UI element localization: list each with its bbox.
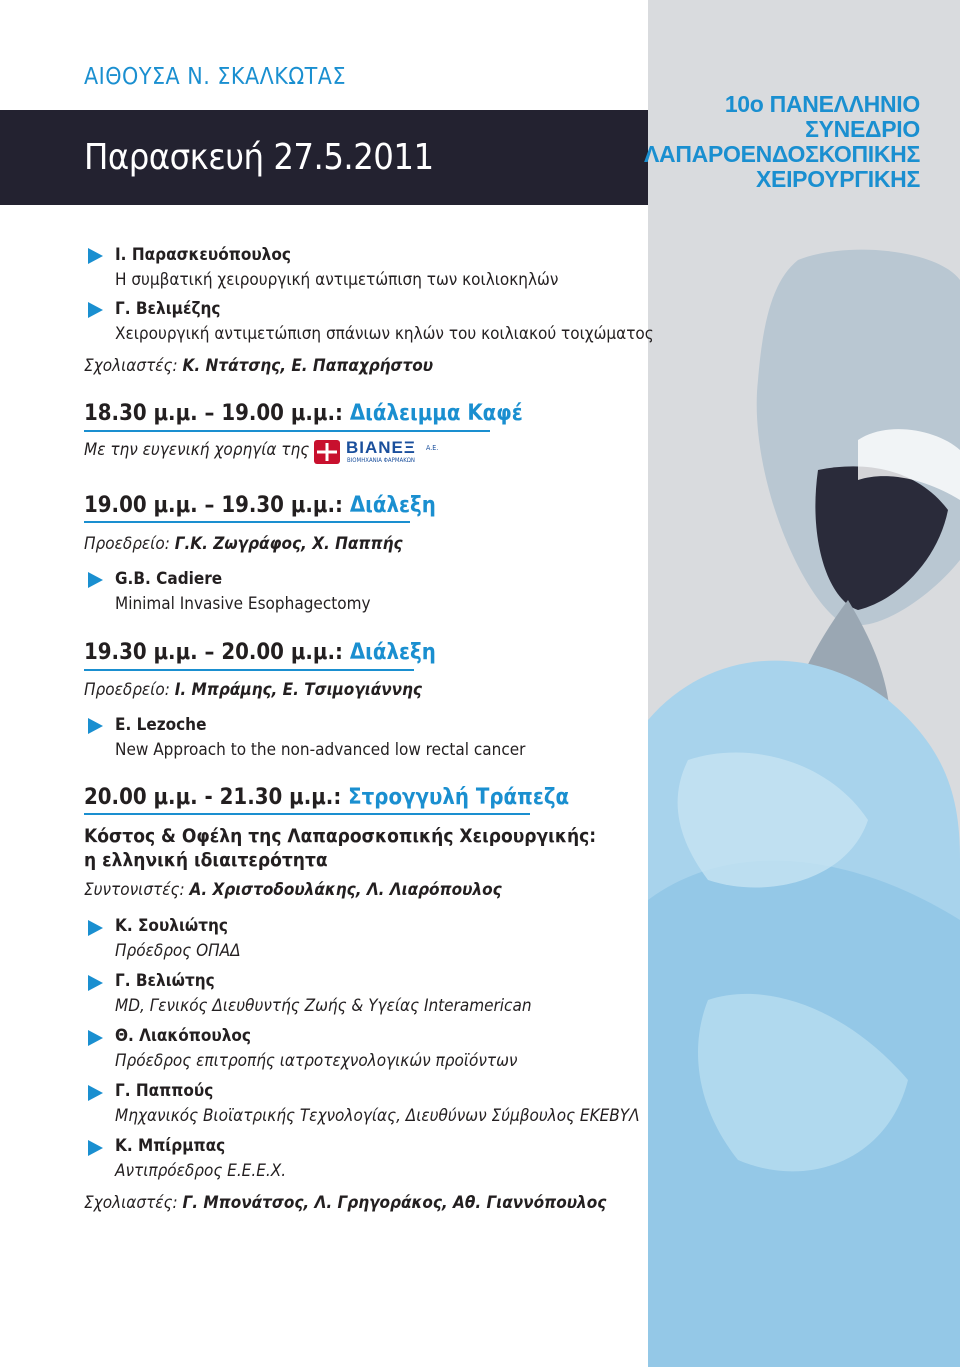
coordinators-line — [84, 880, 502, 900]
break-name: Διάλειμμα Καφέ — [349, 401, 523, 426]
roundtable-topic: η ελληνική ιδιαιτερότητα — [84, 849, 328, 871]
lecture-name: Διάλεξη — [349, 640, 436, 665]
commentators-line — [84, 356, 433, 376]
talk-title: Χειρουργική αντιμετώπιση σπάνιων κηλών του κοιλιακού τοιχώματος — [115, 324, 654, 344]
bullet-arrow-icon — [88, 572, 103, 588]
panelist-role: Αντιπρόεδρος Ε.Ε.Ε.Χ. — [115, 1161, 287, 1181]
sponsor-logo-suffix: Α.Ε. — [426, 444, 439, 452]
bullet-arrow-icon — [88, 248, 103, 264]
bullet-arrow-icon — [88, 1030, 103, 1046]
commentators-names: Κ. Ντάτσης, Ε. Παπαχρήστου — [182, 356, 434, 376]
panelist-name: Κ. Μπίρμπας — [115, 1136, 226, 1156]
coordinators-names: Α. Χριστοδουλάκης, Λ. Λιαρόπουλος — [189, 880, 502, 900]
bullet-arrow-icon — [88, 302, 103, 318]
panelist-name: Κ. Σουλιώτης — [115, 916, 228, 936]
conference-title-line: 10ο ΠΑΝΕΛΛΗΝΙΟ — [724, 91, 920, 117]
heading-underline — [84, 521, 410, 523]
roundtable-topic: Κόστος & Οφέλη της Λαπαροσκοπικής Χειρουργικής: — [84, 825, 597, 847]
bullet-arrow-icon — [88, 1085, 103, 1101]
bullet-arrow-icon — [88, 920, 103, 936]
commentators-label: Σχολιαστές: — [84, 1193, 178, 1213]
sponsor-logo-subtitle: ΒΙΟΜΗΧΑΝΙΑ ΦΑΡΜΑΚΩΝ — [347, 457, 415, 464]
chair-names: Ι. Μπράμης, Ε. Τσιμογιάννης — [174, 680, 422, 700]
roundtable-time-line — [84, 785, 569, 810]
speaker-name: G.B. Cadiere — [115, 569, 223, 589]
bullet-arrow-icon — [88, 718, 103, 734]
hall-name: ΑΙΘΟΥΣΑ Ν. ΣΚΑΛΚΩΤΑΣ — [84, 64, 347, 90]
lecture-time: 19.00 μ.μ. – 19.30 μ.μ.: — [84, 493, 343, 518]
conference-title-line: ΧΕΙΡΟΥΡΓΙΚΗΣ — [756, 166, 920, 192]
chair-label: Προεδρείο: — [84, 534, 170, 554]
sponsor-logo-word: ΒΙΑΝΕΞ — [346, 438, 416, 457]
panelist-name: Γ. Βελιώτης — [115, 971, 215, 991]
surgeon-illustration — [648, 0, 960, 1367]
talk-title: Η συμβατική χειρουργική αντιμετώπιση των κοιλιοκηλών — [115, 270, 559, 290]
speaker-name: Ι. Παρασκευόπουλος — [115, 245, 291, 265]
bullet-arrow-icon — [88, 1140, 103, 1156]
conference-title-line: ΛΑΠΑΡΟΕΝΔΟΣΚΟΠΙΚΗΣ — [643, 141, 920, 167]
talk-title: New Approach to the non-advanced low rectal cancer — [115, 740, 526, 760]
heading-underline — [84, 669, 414, 671]
panelist-role: Μηχανικός Βιοϊατρικής Τεχνολογίας, Διευθύνων Σύμβουλος ΕΚΕΒΥΛ — [115, 1106, 640, 1126]
lecture-time-line — [84, 493, 436, 518]
talk-title: Minimal Invasive Esophagectomy — [115, 594, 371, 614]
heading-underline — [84, 430, 490, 432]
chair-line — [84, 534, 403, 554]
speaker-name: Γ. Βελιμέζης — [115, 299, 221, 319]
lecture-name: Διάλεξη — [349, 493, 436, 518]
sponsor-text: Με την ευγενική χορηγία της — [84, 440, 310, 460]
bullet-arrow-icon — [88, 975, 103, 991]
chair-names: Γ.Κ. Ζωγράφος, Χ. Παππής — [174, 534, 403, 554]
break-time-line — [84, 401, 523, 426]
conference-title-line: ΣΥΝΕΔΡΙΟ — [805, 116, 920, 142]
panelist-role: MD, Γενικός Διευθυντής Ζωής & Υγείας Interamerican — [115, 996, 532, 1016]
commentators-label: Σχολιαστές: — [84, 356, 178, 376]
chair-label: Προεδρείο: — [84, 680, 170, 700]
coordinators-label: Συντονιστές: — [84, 880, 185, 900]
panelist-name: Θ. Λιακόπουλος — [115, 1026, 251, 1046]
chair-line — [84, 680, 422, 700]
panelist-role: Πρόεδρος ΟΠΑΔ — [115, 941, 241, 961]
panelist-name: Γ. Παππούς — [115, 1081, 214, 1101]
session-date: Παρασκευή 27.5.2011 — [84, 137, 434, 178]
speaker-name: E. Lezoche — [115, 715, 207, 735]
roundtable-time: 20.00 μ.μ. - 21.30 μ.μ.: — [84, 785, 342, 810]
heading-underline — [84, 813, 530, 815]
lecture-time-line — [84, 640, 436, 665]
side-art-panel — [648, 0, 960, 1367]
panelist-role: Πρόεδρος επιτροπής ιατροτεχνολογικών προϊόντων — [115, 1051, 518, 1071]
lecture-time: 19.30 μ.μ. – 20.00 μ.μ.: — [84, 640, 343, 665]
roundtable-name: Στρογγυλή Τράπεζα — [348, 785, 570, 810]
conference-title — [644, 92, 920, 192]
commentators-line — [84, 1193, 606, 1213]
sponsor-logo — [314, 438, 444, 466]
break-time: 18.30 μ.μ. – 19.00 μ.μ.: — [84, 401, 343, 426]
commentators-names: Γ. Μπονάτσος, Λ. Γρηγοράκος, Αθ. Γιαννόπουλος — [182, 1193, 607, 1213]
